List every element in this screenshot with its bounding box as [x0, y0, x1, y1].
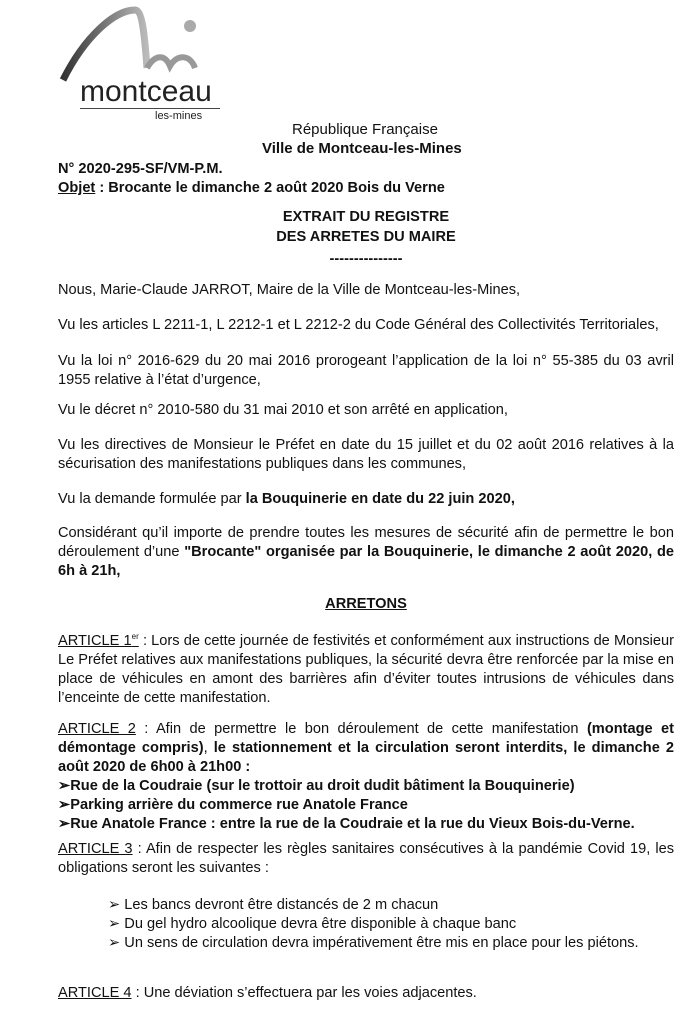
logo-underline: [80, 108, 220, 109]
bullet-arrow-icon: ➢: [108, 916, 121, 932]
title-separator: ---------------: [329, 251, 403, 267]
title-line1: EXTRAIT DU REGISTRE: [282, 209, 450, 225]
list-item: ➢Rue de la Coudraie (sur le trottoir au droit dudit bâtiment la Bouquinerie): [58, 778, 575, 794]
list-item: ➢ Du gel hydro alcoolique devra être disponible à chaque banc: [108, 916, 517, 932]
bullet-arrow-icon: ➢: [108, 897, 121, 913]
para-considerant: Considérant qu’il importe de prendre toutes les mesures de sécurité afin de permettre le bon déroulement d’une "Brocante" organisée par la Bouquinerie, le dimanche 2 août 2020, de 6h à 21h,: [58, 525, 674, 579]
header-city: Ville de Montceau-les-Mines: [262, 140, 462, 157]
article-3: ARTICLE 3 : Afin de respecter les règles sanitaires consécutives à la pandémie Covid 19, les obligations seront les suivantes :: [58, 841, 675, 876]
article-1: ARTICLE 1er : Lors de cette journée de festivités et conformément aux instructions de Monsieur Le Préfet relatives aux manifestations publiques, la sécurité devra être renforcée par la mise en place de véhicules en amont des barrières afin d’éviter toutes intrusions de véhicules dans l’enceinte de cette manifestation.: [58, 632, 674, 706]
bullet-arrow-icon: ➢: [58, 816, 71, 832]
para-nous: Nous, Marie-Claude JARROT, Maire de la Ville de Montceau-les-Mines,: [58, 282, 521, 298]
para-vu-decret: Vu le décret n° 2010-580 du 31 mai 2010 et son arrêté en application,: [58, 402, 508, 418]
decree-subject: [58, 179, 674, 198]
article-2: ARTICLE 2 : Afin de permettre le bon déroulement de cette manifestation (montage et démontage compris), le stationnement et la circulation seront interdits, le dimanche 2 août 2020 de 6h00 à 21h00 :: [58, 721, 675, 775]
list-item: ➢ Les bancs devront être distancés de 2 m chacun: [108, 897, 439, 913]
logo-name: montceau: [80, 75, 212, 108]
list-item: ➢Rue Anatole France : entre la rue de la Coudraie et la rue du Vieux Bois-du-Verne.: [58, 816, 635, 832]
list-item: ➢Parking arrière du commerce rue Anatole France: [58, 797, 408, 813]
subject-label: Objet: [58, 180, 96, 196]
list-item: ➢ Un sens de circulation devra impérativement être mis en place pour les piétons.: [108, 935, 639, 951]
bullet-arrow-icon: ➢: [108, 935, 121, 951]
title-line2: DES ARRETES DU MAIRE: [276, 229, 456, 245]
subject-text: : Brocante le dimanche 2 août 2020 Bois du Verne: [95, 180, 445, 196]
article-4: ARTICLE 4 : Une déviation s’effectuera par les voies adjacentes.: [58, 985, 477, 1001]
header-republic: République Française: [292, 121, 438, 138]
para-vu-demande: Vu la demande formulée par la Bouquinerie en date du 22 juin 2020,: [58, 491, 515, 507]
para-vu-directives: Vu les directives de Monsieur le Préfet en date du 15 juillet et du 02 août 2016 relatives à la sécurisation des manifestations publiques dans les communes,: [58, 437, 674, 472]
logo-subname: les-mines: [155, 110, 203, 122]
document-body: [58, 120, 674, 1003]
bullet-arrow-icon: ➢: [58, 797, 71, 813]
para-vu-loi: Vu la loi n° 2016-629 du 20 mai 2016 prorogeant l’application de la loi n° 55-385 du 03 avril 1955 relative à l’état d’urgence,: [58, 353, 674, 388]
decree-number: N° 2020-295-SF/VM-P.M.: [58, 161, 223, 177]
para-vu-articles: Vu les articles L 2211-1, L 2212-1 et L 2212-2 du Code Général des Collectivités Territoriales,: [58, 317, 659, 333]
arretons-heading: ARRETONS: [325, 596, 407, 612]
bullet-arrow-icon: ➢: [58, 778, 71, 794]
logo-swoosh-icon: [55, 6, 225, 82]
